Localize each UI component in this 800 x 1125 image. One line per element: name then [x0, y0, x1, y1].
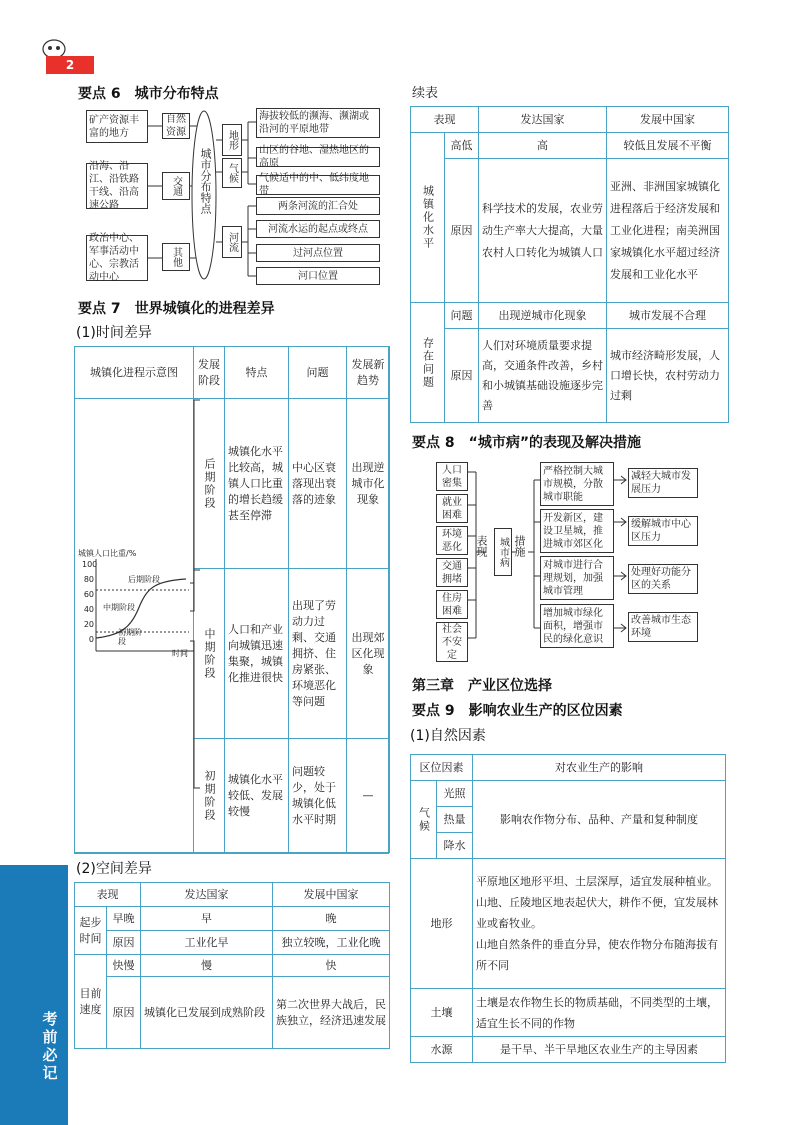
diagram-node: 交通 — [162, 172, 190, 200]
table-cell: 水源 — [411, 1037, 473, 1063]
diagram-node: 住房困难 — [436, 590, 468, 619]
diagram-node: 山区的谷地、湿热地区的高原 — [256, 147, 380, 167]
diagram-node: 其他 — [162, 243, 190, 271]
table-cell: 科学技术的发展，农业劳动生产率大大提高，大量农村人口转化为城镇人口 — [479, 159, 607, 303]
table-cell: 原因 — [445, 329, 479, 423]
table-header: 城镇化进程示意图 — [75, 347, 194, 399]
subheading-time: (1)时间差异 — [76, 325, 152, 341]
diagram-label: 措施 — [513, 535, 526, 557]
table-cell: 独立较晚，工业化晚 — [273, 931, 390, 955]
table-cell: 人口和产业向城镇迅速集聚，城镇化推进很快 — [225, 569, 289, 739]
table-cell: 早 — [141, 907, 273, 931]
table-cell: 城镇化水平 — [411, 133, 445, 303]
diagram-label: 表现 — [475, 535, 488, 557]
graph-label: 中期阶段 — [103, 603, 135, 612]
diagram-node: 海拔较低的濒海、濒湖或沿河的平原地带 — [256, 108, 380, 138]
diagram-node: 严格控制大城市规模，分散城市职能 — [540, 462, 614, 506]
table-cell — [473, 859, 726, 989]
table-header: 发展新趋势 — [347, 347, 390, 399]
stage-pointers — [190, 398, 200, 838]
table-cell: 慢 — [141, 955, 273, 977]
table-cell: 城镇化水平较低、发展较慢 — [225, 739, 289, 853]
table-cell: 目前速度 — [75, 955, 107, 1049]
diagram-node: 人口密集 — [436, 462, 468, 491]
chapter-3-title: 第三章 产业区位选择 — [412, 678, 552, 694]
table-cell: 快慢 — [107, 955, 141, 977]
diagram-node: 沿海、沿江、沿铁路干线、沿高速公路 — [86, 163, 148, 209]
y-tick: 80 — [83, 575, 94, 584]
diagram-node: 河口位置 — [256, 267, 380, 285]
table-cell: 城市发展不合理 — [607, 303, 729, 329]
table-cell: 第二次世界大战后，民族独立，经济迅速发展 — [273, 977, 390, 1049]
table-cell: 工业化早 — [141, 931, 273, 955]
diagram-node: 自然资源 — [162, 113, 190, 139]
subheading-natural: (1)自然因素 — [410, 728, 486, 744]
table-cell: 光照 — [437, 781, 473, 807]
table-cell: 原因 — [107, 931, 141, 955]
diagram-node: 地形 — [222, 124, 242, 156]
diagram-center: 城市分布特点 — [199, 148, 212, 214]
table-cell: 影响农作物分布、品种、产量和复种制度 — [473, 781, 726, 859]
diagram-node: 对城市进行合理规划，加强城市管理 — [540, 556, 614, 600]
table-cell: 城镇化已发展到成熟阶段 — [141, 977, 273, 1049]
table-cell: 存在问题 — [411, 303, 445, 423]
table-header: 发达国家 — [479, 107, 607, 133]
y-tick: 60 — [83, 590, 94, 599]
table-header: 表现 — [411, 107, 479, 133]
diagram-node: 气候适中的中、低纬度地带 — [256, 175, 380, 195]
table-cell: 中心区衰落现出衰落的迹象 — [289, 399, 347, 569]
section-9-title: 要点 9 影响农业生产的区位因素 — [412, 703, 623, 719]
table-cell: 较低且发展不平衡 — [607, 133, 729, 159]
table-cell: 出现逆城市化现象 — [347, 399, 390, 569]
y-tick: 20 — [83, 620, 94, 629]
diagram-node: 就业困难 — [436, 494, 468, 523]
graph-xlabel: 时间 — [172, 649, 188, 658]
diagram-node: 两条河流的汇合处 — [256, 197, 380, 215]
table-cell: 快 — [273, 955, 390, 977]
table-header: 对农业生产的影响 — [473, 755, 726, 781]
table-cell: 高低 — [445, 133, 479, 159]
diagram-node: 减轻大城市发展压力 — [628, 468, 698, 498]
natural-factors-table — [410, 754, 726, 1063]
table-cell: 热量 — [437, 807, 473, 833]
table-cell: 早晚 — [107, 907, 141, 931]
table-cell: 人们对环境质量要求提高，交通条件改善，乡村和小城镇基础设施逐步完善 — [479, 329, 607, 423]
table-cell: 降水 — [437, 833, 473, 859]
table-cell: 问题较少，处于城镇化低水平时期 — [289, 739, 347, 853]
side-label: 考前必记 — [42, 1010, 58, 1082]
terrain-line: 平原地区地形平坦、土层深厚，适宜发展种植业。 — [476, 875, 718, 888]
diagram-node: 增加城市绿化面积，增强市民的绿化意识 — [540, 604, 614, 648]
diagram-node: 社会不安定 — [436, 622, 468, 662]
table-header: 发展中国家 — [607, 107, 729, 133]
table-cell: — — [347, 739, 390, 853]
table-cell: 气候 — [411, 781, 437, 859]
table-cell: 出现郊区化现象 — [347, 569, 390, 739]
subheading-space: (2)空间差异 — [76, 861, 152, 877]
table-cell: 土壤 — [411, 989, 473, 1037]
y-tick: 100 — [82, 560, 98, 569]
table-header: 发展中国家 — [273, 883, 390, 907]
side-bar — [0, 865, 68, 1125]
diagram-node: 环境恶化 — [436, 526, 468, 555]
continued-label: 续表 — [412, 86, 439, 101]
section-8-title: 要点 8 “城市病”的表现及解决措施 — [412, 435, 642, 451]
table-header: 问题 — [289, 347, 347, 399]
y-tick: 0 — [88, 635, 94, 644]
table-header: 发达国家 — [141, 883, 273, 907]
diagram-node: 改善城市生态环境 — [628, 612, 698, 642]
table-cell: 中期阶段 — [194, 569, 225, 739]
diagram-node: 开发新区，建设卫星城，推进城市郊区化 — [540, 509, 614, 553]
graph-label: 后期阶段 — [128, 575, 160, 584]
table-header: 特点 — [225, 347, 289, 399]
terrain-line: 山地、丘陵地区地表起伏大，耕作不便，宜发展林业或畜牧业。 — [476, 896, 718, 930]
table-cell: 城市经济畸形发展，人口增长快，农村劳动力过剩 — [607, 329, 729, 423]
table-header: 发展阶段 — [194, 347, 225, 399]
diagram-node: 气候 — [222, 158, 242, 188]
table-cell: 出现逆城市化现象 — [479, 303, 607, 329]
diagram-node: 城市病 — [494, 528, 512, 576]
y-tick: 40 — [83, 605, 94, 614]
table-header: 表现 — [75, 883, 141, 907]
diagram-node: 河流水运的起点或终点 — [256, 220, 380, 238]
page-number: 2 — [46, 56, 94, 74]
table-cell: 土壤是农作物生长的物质基础，不同类型的土壤，适宜生长不同的作物 — [473, 989, 726, 1037]
table-cell: 晚 — [273, 907, 390, 931]
diagram-node: 政治中心、军事活动中心、宗教活动中心 — [86, 235, 148, 281]
table-cell: 起步时间 — [75, 907, 107, 955]
graph-ylabel: 城镇人口比重/% — [78, 549, 137, 558]
diagram-node: 交通拥堵 — [436, 558, 468, 587]
table-cell: 是干旱、半干旱地区农业生产的主导因素 — [473, 1037, 726, 1063]
diagram-node: 过河点位置 — [256, 244, 380, 262]
graph-label: 初期阶段 — [118, 628, 142, 646]
diagram-node: 河流 — [222, 226, 242, 258]
table-cell: 原因 — [445, 159, 479, 303]
table-cell: 地形 — [411, 859, 473, 989]
table-cell: 出现了劳动力过剩、交通拥挤、住房紧张、环境恶化等问题 — [289, 569, 347, 739]
section-6-title: 要点 6 城市分布特点 — [78, 86, 219, 102]
continued-table — [410, 106, 729, 423]
table-cell: 后期阶段 — [194, 399, 225, 569]
table-cell: 原因 — [107, 977, 141, 1049]
terrain-line: 山地自然条件的垂直分异，使农作物分布随海拔有所不同 — [476, 938, 718, 972]
table-cell: 亚洲、非洲国家城镇化进程落后于经济发展和工业化进程；南美洲国家城镇化水平超过经济发展和工业化水平 — [607, 159, 729, 303]
diagram-node: 矿产资源丰富的地方 — [86, 110, 148, 143]
space-diff-table — [74, 882, 390, 1049]
table-cell: 初期阶段 — [194, 739, 225, 853]
section-7-title: 要点 7 世界城镇化的进程差异 — [78, 301, 275, 317]
table-cell: 城镇化水平比较高，城镇人口比重的增长趋缓甚至停滞 — [225, 399, 289, 569]
table-cell: 高 — [479, 133, 607, 159]
diagram-node: 处理好功能分区的关系 — [628, 564, 698, 594]
table-cell: 问题 — [445, 303, 479, 329]
diagram-node: 缓解城市中心区压力 — [628, 516, 698, 546]
table-header: 区位因素 — [411, 755, 473, 781]
